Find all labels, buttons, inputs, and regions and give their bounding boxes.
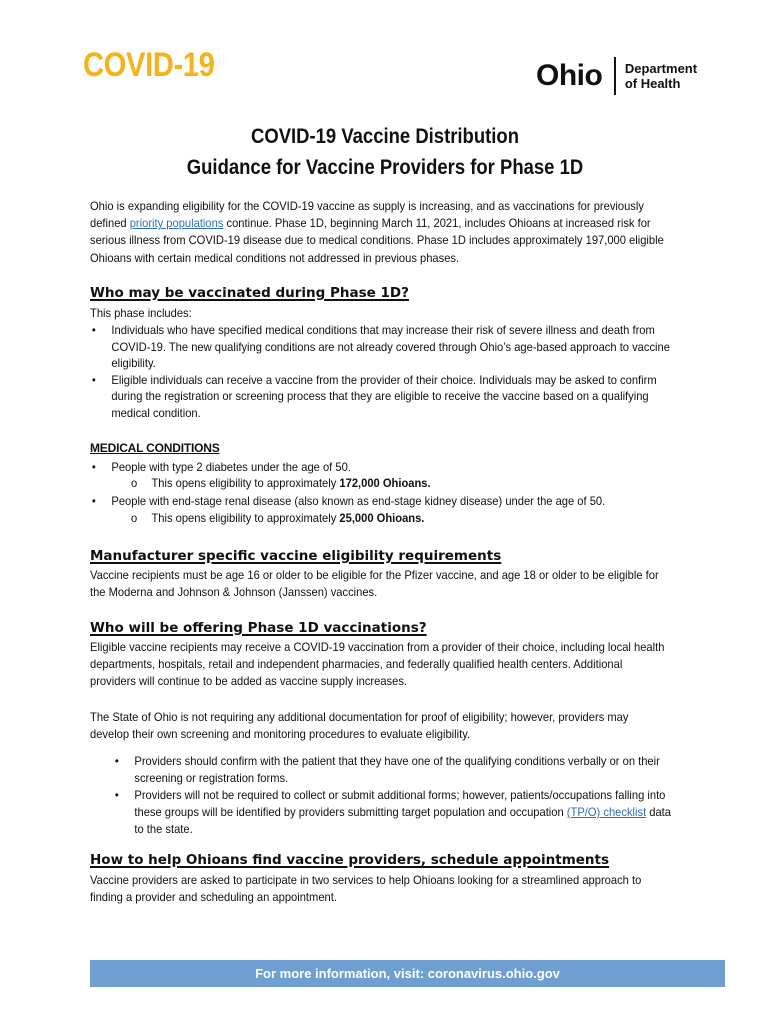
list-item [90, 322, 688, 372]
list-item-text: People with end-stage renal disease (also known as end-stage kidney disease) under the age of 50. [111, 494, 606, 508]
section-heading-who-will-offer: Who will be offering Phase 1D vaccinations? [90, 620, 427, 636]
manufacturer-requirements-paragraph: Vaccine recipients must be age 16 or older to be eligible for the Pfizer vaccine, and age 18 or older to be eligible for the Moderna and Johnson & Johnson (Janssen) vaccines. [90, 568, 659, 600]
medical-conditions-list-2 [90, 493, 710, 510]
documentation-paragraph: The State of Ohio is not requiring any additional documentation for proof of eligibility; however, providers may develop their own screening and monitoring procedures to evaluate eligibility. [90, 710, 629, 742]
list-item [113, 787, 683, 838]
circle-bullet-icon: o [131, 476, 138, 490]
list-item-text-part2: data to the state. [134, 805, 671, 836]
intro-text-part2: continue. Phase 1D, beginning March 11, 2021, includes Ohioans at increased risk for serious illness from COVID-19 disease due to medical conditions. Phase 1D includes approximately 197,000 eligible Ohioans with certain medical conditions not addressed in previous phases. [90, 216, 664, 265]
medical-conditions-heading: MEDICAL CONDITIONS [90, 441, 220, 455]
bullet-icon: • [91, 460, 96, 474]
phase-includes-lead: This phase includes: [90, 306, 192, 320]
logo-department-text [625, 61, 697, 91]
section-heading-who-may-be-vaccinated: Who may be vaccinated during Phase 1D? [90, 285, 409, 301]
circle-bullet-icon: o [131, 511, 138, 525]
provider-guidance-list [113, 753, 673, 838]
section-heading-manufacturer-requirements: Manufacturer specific vaccine eligibility requirements [90, 548, 502, 564]
list-item-text: Individuals who have specified medical conditions that may increase their risk of severe illness and death from COVID-19. The new qualifying conditions are not already covered through Ohio’s age-based approach to vaccine eligibility. [111, 323, 670, 371]
logo-dept-line2: of Health [624, 76, 681, 91]
bullet-icon: • [91, 323, 96, 337]
logo-ohio-text: Ohio [536, 59, 603, 92]
ohio-department-of-health-logo [536, 56, 697, 96]
footer-text[interactable]: For more information, visit: coronavirus.ohio.gov [255, 966, 560, 981]
list-item-text-part1: Providers will not be required to collect or submit additional forms; however, patients/occupations falling into these groups will be identified by providers submitting target population and occupation [134, 788, 666, 819]
section-heading-help-ohioans: How to help Ohioans find vaccine providers, schedule appointments [90, 852, 610, 868]
providers-paragraph: Eligible vaccine recipients may receive a COVID-19 vaccination from a provider of their choice, including local health departments, hospitals, retail and independent pharmacies, and federally qualified health centers. Additional providers will continue to be added as vaccine supply increases. [90, 640, 665, 689]
tpo-checklist-link[interactable]: (TP/O) checklist [566, 805, 647, 819]
bullet-icon: • [91, 372, 96, 387]
intro-paragraph [90, 198, 667, 267]
medical-sub-item-2 [131, 510, 424, 527]
intro-text-part1: Ohio is expanding eligibility for the COVID-19 vaccine as supply is increasing, and as vaccinations for previously defined [90, 199, 644, 231]
medical-conditions-list-1 [90, 459, 710, 476]
covid-19-brand-logo: COVID-19 [83, 46, 215, 84]
priority-populations-link[interactable]: priority populations [129, 216, 224, 231]
help-ohioans-paragraph: Vaccine providers are asked to participate in two services to help Ohioans looking for a streamlined approach to finding a provider and scheduling an appointment. [90, 873, 642, 905]
list-item [90, 459, 707, 476]
document-title-line1: COVID-19 Vaccine Distribution [250, 125, 520, 148]
document-title-line2: Guidance for Vaccine Providers for Phase 1D [186, 156, 584, 179]
list-item-text: Providers should confirm with the patient that they have one of the qualifying conditions verbally or on their screening or registration forms. [134, 754, 660, 785]
list-item-text: Eligible individuals can receive a vaccine from the provider of their choice. Individuals may be asked to confirm during the registration or screening process that they are eligible to receive the vaccine based on a qualifying medical condition. [111, 372, 657, 420]
logo-divider [614, 57, 616, 95]
list-item [90, 372, 688, 422]
sub-item-text: This opens eligibility to approximately [151, 476, 340, 490]
logo-dept-line1: Department [624, 61, 698, 76]
bullet-icon: • [114, 754, 119, 768]
bullet-icon: • [91, 494, 96, 508]
sub-item-text: This opens eligibility to approximately [151, 511, 340, 525]
footer-info-banner [90, 960, 725, 987]
list-item [113, 753, 683, 787]
list-item-text: People with type 2 diabetes under the age of 50. [111, 460, 351, 474]
bullet-icon: • [114, 788, 119, 802]
sub-item-count: 172,000 Ohioans. [339, 476, 431, 490]
phase-includes-list [90, 322, 710, 422]
sub-item-count: 25,000 Ohioans. [339, 511, 425, 525]
list-item [90, 493, 725, 510]
medical-sub-item-1 [131, 475, 431, 492]
